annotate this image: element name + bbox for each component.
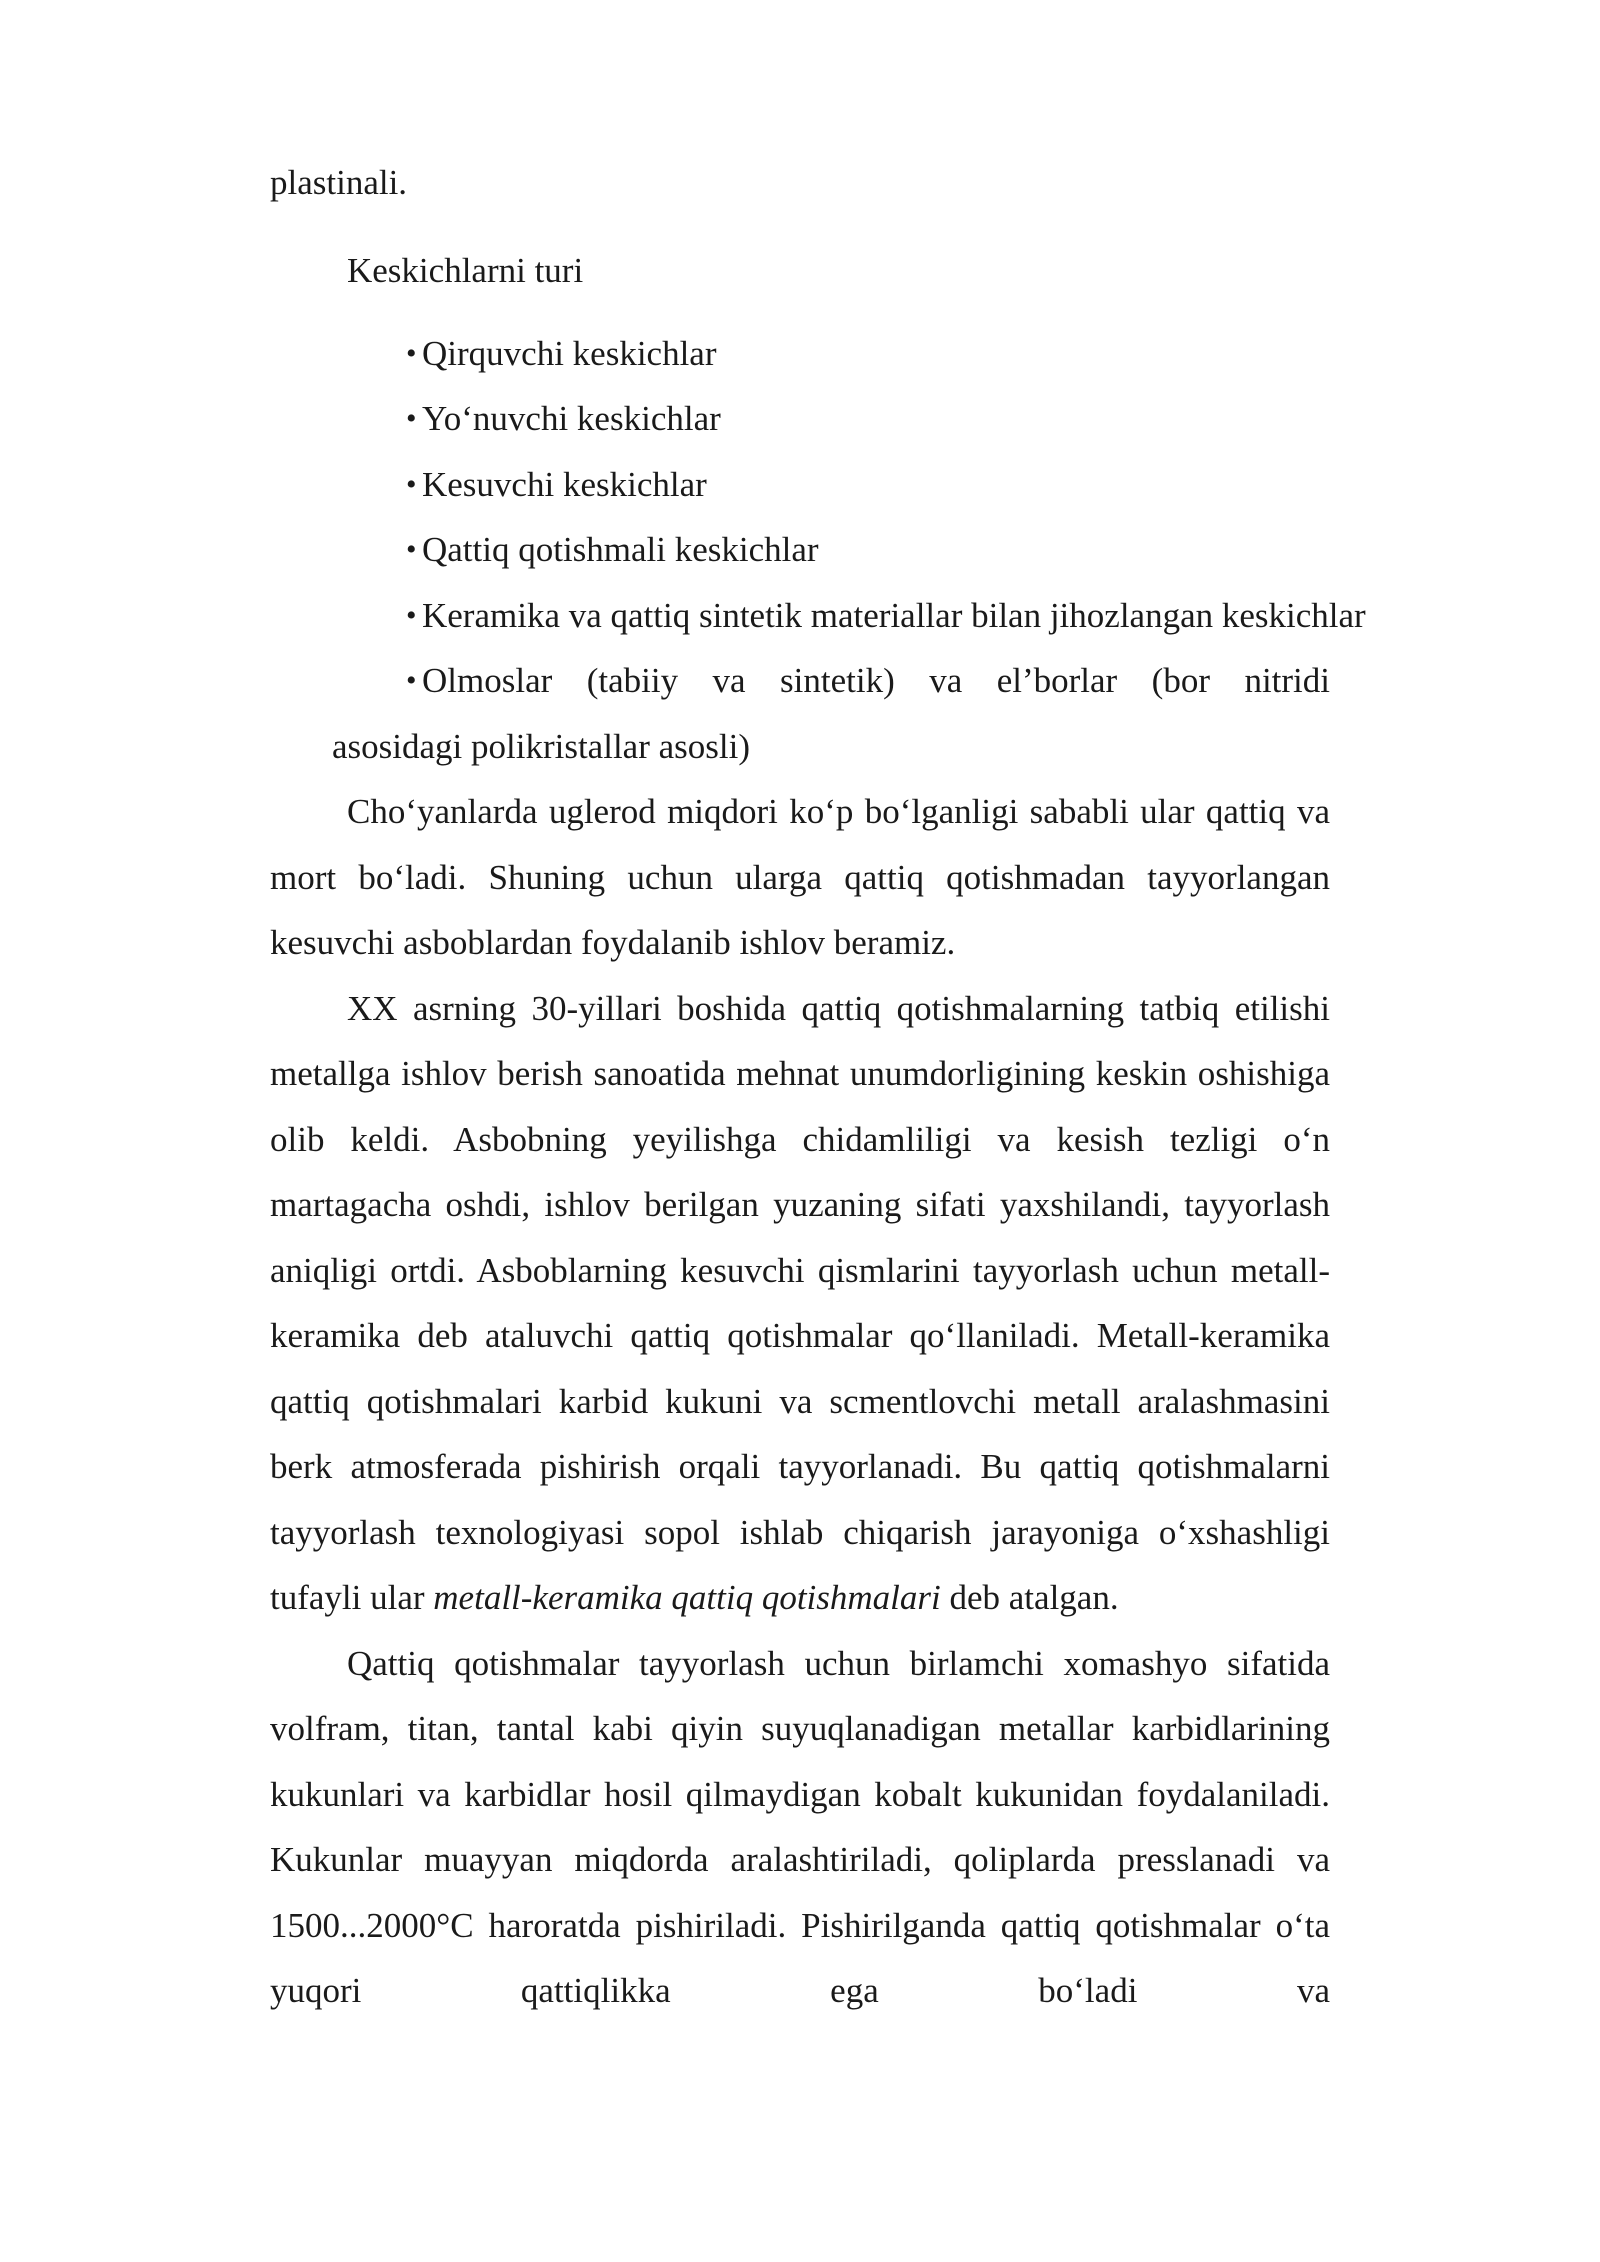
list-item: [270, 583, 1366, 649]
list-item-label: Olmoslar (tabiiy va sintetik) va el’borlar (bor nitridi: [422, 661, 1330, 700]
paragraph-2: [270, 976, 1330, 1631]
bullet-icon: •: [406, 598, 417, 632]
bullet-icon: •: [406, 336, 417, 370]
cutter-types-list: [270, 321, 1366, 714]
list-continuation: asosidagi polikristallar asosli): [332, 726, 750, 766]
list-item: [270, 517, 1330, 583]
list-item-label: Qattiq qotishmali keskichlar: [422, 530, 819, 569]
section-heading: Keskichlarni turi: [347, 250, 584, 290]
paragraph-2-text: XX asrning 30-yillari boshida qattiq qotishmalarning tatbiq etilishi metallga ishlov berish sanoatida mehnat unumdorligining keskin oshishiga olib keldi. Asbobning yeyilishga chidamliligi va kesish tezligi o‘n martagacha oshdi, ishlov berilgan yuzaning sifati yaxshilandi, tayyorlash aniqligi ortdi. Asboblarning kesuvchi qismlarini tayyorlash uchun metall-keramika deb ataluvchi qattiq qotishmalar qo‘llaniladi. Metall-keramika qattiq qotishmalari karbid kukuni va scmentlovchi metall aralashmasini berk atmosferada pishirish orqali tayyorlanadi. Bu qattiq qotishmalarni tayyorlash texnologiyasi sopol ishlab chiqarish jarayoniga o‘xshashligi tufayli ular: [270, 988, 1330, 1617]
paragraph-3: Qattiq qotishmalar tayyorlash uchun birlamchi xomashyo sifatida volfram, titan, tantal kabi qiyin suyuqlanadigan metallar karbidlarining kukunlari va karbidlar hosil qilmaydigan kobalt kukunidan foydalaniladi. Kukunlar muayyan miqdorda aralashtiriladi, qoliplarda presslanadi va 1500...2000°C haroratda pishiriladi. Pishirilganda qattiq qotishmalar o‘ta yuqori qattiqlikka ega bo‘ladi va: [270, 1643, 1330, 2010]
bullet-icon: •: [406, 533, 417, 566]
list-item: [270, 648, 1330, 714]
top-fragment: plastinali.: [270, 163, 408, 202]
bullet-icon: •: [406, 664, 417, 697]
bullet-icon: •: [406, 467, 417, 501]
list-item-label: Qirquvchi keskichlar: [422, 333, 717, 373]
list-item-label: Keramika va qattiq sintetik materiallar bilan jihozlangan keskichlar: [422, 595, 1366, 635]
paragraph-1: Cho‘yanlarda uglerod miqdori ko‘p bo‘lganligi sababli ular qattiq va mort bo‘ladi. Shuning uchun ularga qattiq qotishmadan tayyorlangan kesuvchi asboblardan foydalanib ishlov beramiz.: [270, 792, 1330, 962]
document-page: [270, 150, 1366, 2024]
list-item: [270, 321, 1330, 387]
list-item-label: Kesuvchi keskichlar: [422, 464, 707, 504]
list-item: [270, 452, 1330, 518]
list-item-label: Yo‘nuvchi keskichlar: [422, 399, 721, 438]
paragraph-2-italic-term: metall-keramika qattiq qotishmalari: [433, 1578, 941, 1617]
bullet-icon: •: [406, 402, 417, 435]
list-item: [270, 386, 1330, 452]
paragraph-2-end: deb atalgan.: [949, 1578, 1119, 1617]
